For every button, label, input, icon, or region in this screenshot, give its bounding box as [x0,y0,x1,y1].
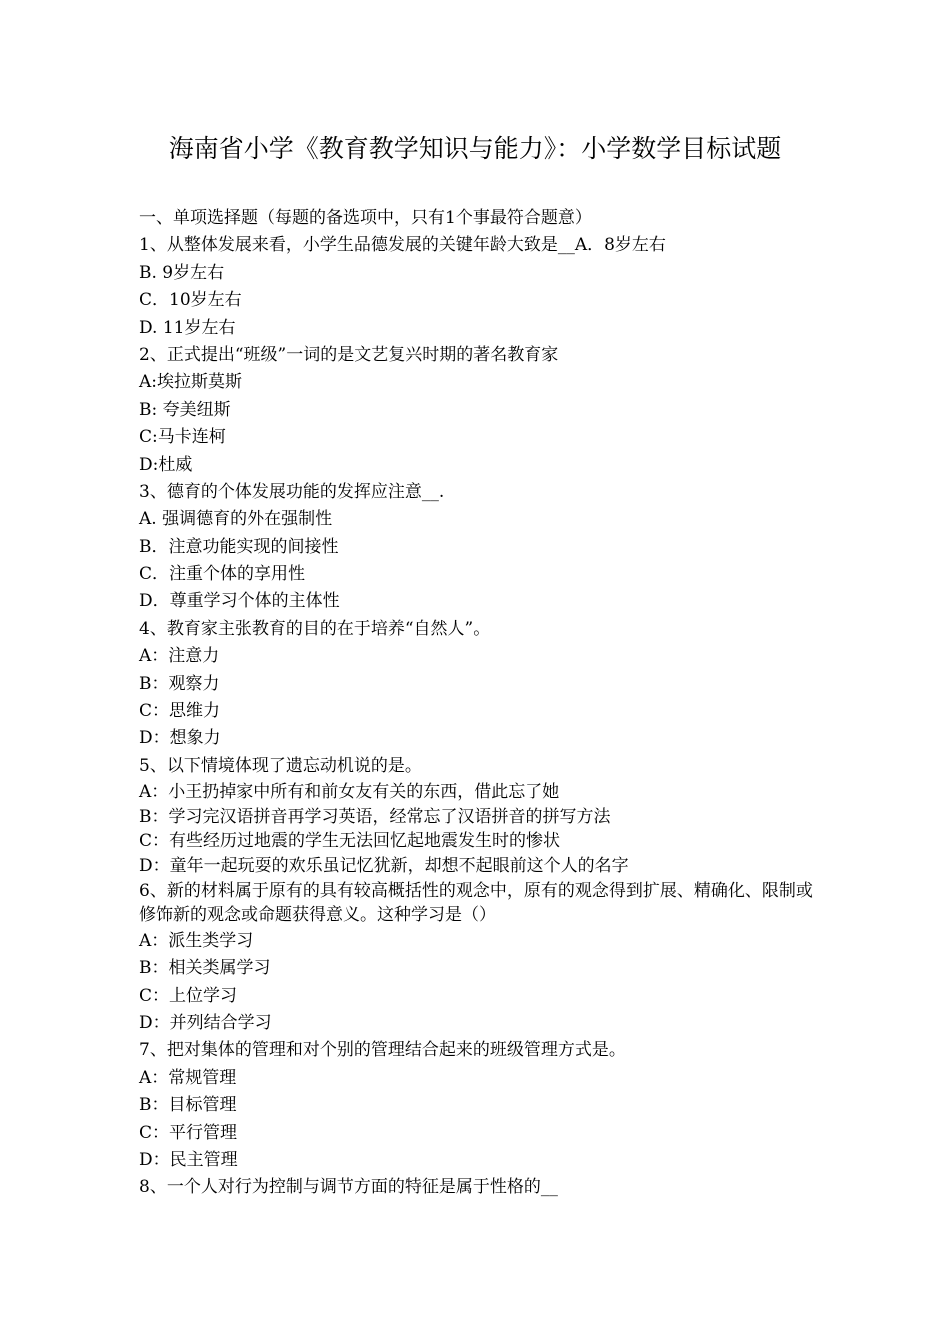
answer-option: C．10岁左右 [139,290,242,311]
answer-option: C：上位学习 [139,985,238,1006]
answer-option: B：相关类属学习 [139,958,271,979]
answer-option: D：想象力 [139,728,221,749]
question-stem: 2、正式提出“班级”一词的是文艺复兴时期的著名教育家 [139,344,559,365]
answer-option: C：有些经历过地震的学生无法回忆起地震发生时的惨状 [139,831,561,852]
answer-option: B: 夸美纽斯 [139,399,231,420]
question-stem: 8、一个人对行为控制与调节方面的特征是属于性格的__ [139,1177,558,1198]
question-stem: 7、把对集体的管理和对个别的管理结合起来的班级管理方式是。 [139,1040,626,1061]
answer-option: A:埃拉斯莫斯 [139,372,243,393]
document-body [139,205,819,1202]
answer-option: A：注意力 [139,646,220,667]
question-stem: 6、新的材料属于原有的具有较高概括性的观念中，原有的观念得到扩展、精确化、限制或修饰新的观念或命题获得意义。这种学习是（） [139,880,813,926]
answer-option: B. 9岁左右 [139,262,225,283]
answer-option: C：平行管理 [139,1122,238,1143]
answer-option: D. 11岁左右 [139,317,236,338]
answer-option: A. 强调德育的外在强制性 [139,509,333,530]
question-stem: 1、从整体发展来看，小学生品德发展的关键年龄大致是__A．8岁左右 [139,235,666,256]
answer-option: B：学习完汉语拼音再学习英语，经常忘了汉语拼音的拼写方法 [139,806,611,827]
question-stem: 5、以下情境体现了遗忘动机说的是。 [139,755,422,776]
answer-option: A：小王扔掉家中所有和前女友有关的东西，借此忘了她 [139,782,560,803]
answer-option: D：并列结合学习 [139,1012,272,1033]
answer-option: D：民主管理 [139,1149,238,1170]
answer-option: B．注意功能实现的间接性 [139,536,339,557]
answer-option: D：童年一起玩耍的欢乐虽记忆犹新，却想不起眼前这个人的名字 [139,855,629,876]
question-stem: 3、德育的个体发展功能的发挥应注意__. [139,481,445,502]
answer-option: A：常规管理 [139,1067,237,1088]
document-title: 海南省小学《教育教学知识与能力》：小学数学目标试题 [168,134,782,163]
answer-option: C：思维力 [139,701,221,722]
question-stem: 4、教育家主张教育的目的在于培养“自然人”。 [139,618,491,639]
answer-option: D:杜威 [139,454,193,475]
answer-option: B：目标管理 [139,1095,237,1116]
answer-option: A：派生类学习 [139,930,254,951]
answer-option: B：观察力 [139,673,220,694]
answer-option: C．注重个体的享用性 [139,564,306,585]
section-header: 一、单项选择题（每题的备选项中，只有1个事最符合题意） [139,208,592,228]
answer-option: C:马卡连柯 [139,427,226,448]
answer-option: D．尊重学习个体的主体性 [139,591,340,612]
